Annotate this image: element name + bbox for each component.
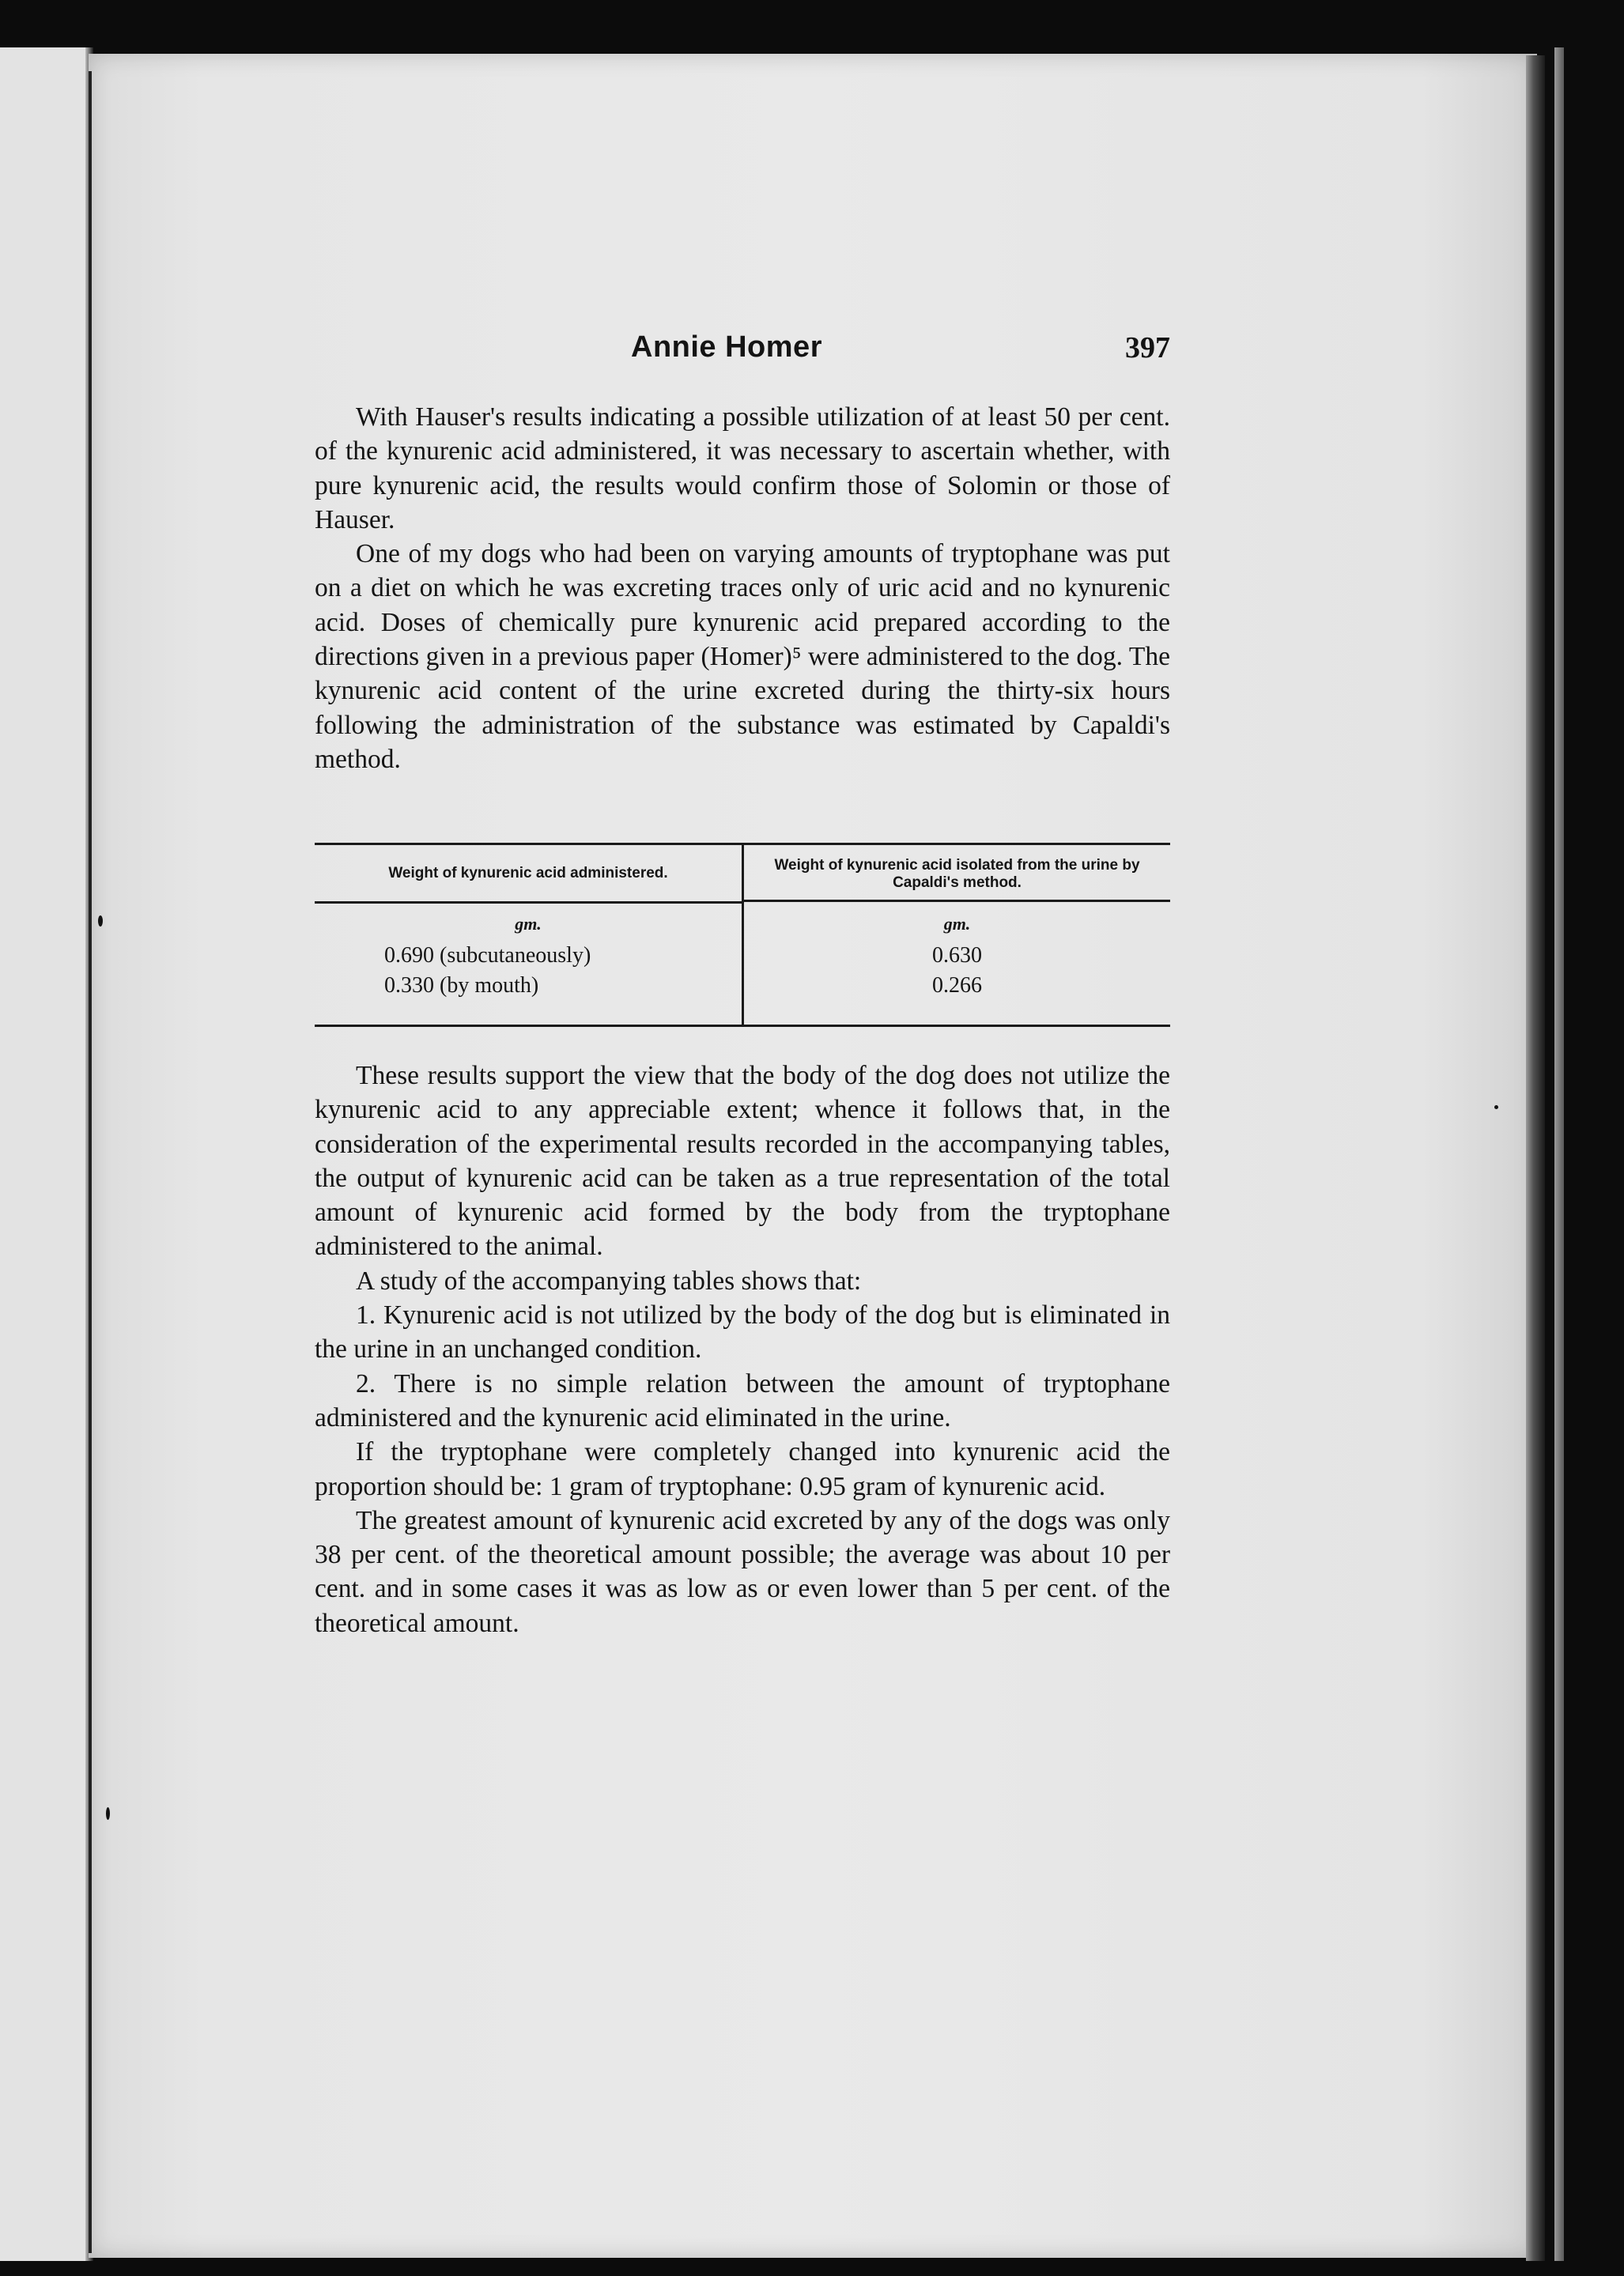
page-number: 397: [1125, 331, 1170, 364]
body-text-bottom: [315, 1059, 1170, 1640]
table-cell: 0.266: [932, 973, 982, 998]
scan-speck: [98, 915, 103, 927]
running-header: [315, 330, 1170, 378]
paragraph: One of my dogs who had been on varying amounts of tryptophane was put on a diet on which he was excreting traces only of uric acid and no kynurenic acid. Doses of chemically pure kynurenic acid prepared according to the directions given in a previous paper (Homer)⁵ were administered to the dog. The kynurenic acid content of the urine excreted during the thirty-six hours following the administration of the substance was estimated by Capaldi's method.: [315, 539, 1170, 774]
table-cell: 0.630: [932, 943, 982, 968]
table-cell: 0.330 (by mouth): [384, 973, 539, 998]
running-title: Annie Homer: [631, 330, 822, 364]
table-rule-bottom: [315, 1025, 1170, 1027]
paragraph: 1. Kynurenic acid is not utilized by the body of the dog but is eliminated in the urine in an unchanged condition.: [315, 1300, 1170, 1364]
results-table: [315, 843, 1170, 1029]
table-header-administered: Weight of kynurenic acid administered.: [388, 865, 668, 881]
paragraph: These results support the view that the body of the dog does not utilize the kynurenic acid to any appreciable extent; whence it follows that, in the consideration of the experimental results recorded in the accompanying tables, the output of kynurenic acid can be taken as a true representation of the total amount of kynurenic acid formed by the body from the tryptophane administered to the animal.: [315, 1061, 1170, 1262]
table-unit-right: gm.: [943, 914, 971, 934]
page-stack-edge: [1554, 47, 1564, 2261]
paragraph: A study of the accompanying tables shows that:: [356, 1266, 862, 1296]
paragraph: With Hauser's results indicating a possible utilization of at least 50 per cent. of the kynurenic acid administered, it was necessary to ascertain whether, with pure kynurenic acid, the results would confirm those of Solomin or those of Hauser.: [315, 402, 1170, 534]
table-rule-header-left: [315, 901, 742, 904]
paragraph: If the tryptophane were completely changed into kynurenic acid the proportion should be: 1 gram of tryptophane: 0.95 gram of kynurenic acid.: [315, 1437, 1170, 1501]
body-text-top: [315, 400, 1170, 776]
scan-speck: [1494, 1105, 1498, 1109]
table-rule-header-right: [743, 900, 1170, 902]
paragraph: The greatest amount of kynurenic acid excreted by any of the dogs was only 38 per cent. of the theoretical amount possible; the average was about 10 per cent. and in some cases it was as low as or even lower than 5 per cent. of the theoretical amount.: [315, 1505, 1170, 1638]
table-cell: 0.690 (subcutaneously): [384, 943, 591, 968]
facing-page-edge: [0, 47, 89, 2261]
table-header-isolated: Weight of kynurenic acid isolated from the urine by Capaldi's method.: [774, 857, 1140, 891]
table-column-isolated: [744, 941, 1170, 1001]
page-left-edge: [89, 71, 92, 2253]
paragraph: 2. There is no simple relation between the amount of tryptophane administered and the kynurenic acid eliminated in the urine.: [315, 1368, 1170, 1432]
page-right-edge: [1526, 55, 1545, 2261]
table-unit-left: gm.: [515, 914, 542, 934]
scan-speck: [106, 1807, 110, 1820]
table-column-administered: [384, 941, 732, 1001]
